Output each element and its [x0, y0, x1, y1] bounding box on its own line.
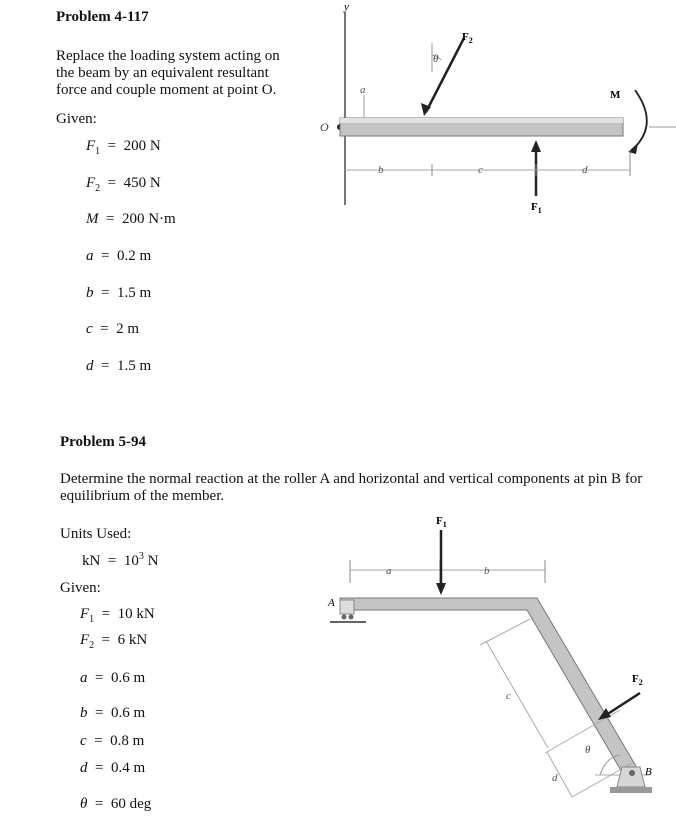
- given-value: 450 N: [123, 175, 161, 191]
- given-label: Given:: [60, 580, 101, 596]
- given-item: [80, 632, 147, 649]
- given-item: [86, 138, 161, 155]
- given-subscript: 2: [89, 640, 95, 651]
- given-equals: =: [98, 211, 122, 227]
- given-item: [80, 705, 145, 722]
- given-symbol: b: [80, 705, 88, 721]
- given-equals: =: [87, 796, 111, 812]
- given-item: [80, 733, 144, 750]
- given-equals: =: [100, 175, 124, 191]
- given-value: 6 kN: [117, 632, 148, 648]
- given-value: 0.4 m: [110, 760, 146, 776]
- force-f2-label: $F_2$: [632, 673, 643, 687]
- given-symbol: c: [86, 321, 93, 337]
- theta-label: θ: [585, 744, 591, 756]
- moment-m-label: M: [610, 89, 621, 101]
- given-value: 2 m: [116, 321, 140, 337]
- given-symbol: c: [80, 733, 87, 749]
- force-f1-label: $F_1$: [436, 515, 447, 529]
- given-equals: =: [93, 248, 117, 264]
- given-symbol: M: [86, 211, 99, 227]
- given-subscript: 1: [95, 146, 101, 157]
- problem-title: Problem 4-117: [56, 9, 149, 25]
- dimension-b-label: b: [484, 565, 490, 577]
- given-value: 0.6 m: [110, 705, 146, 721]
- support-a-label: A: [328, 597, 335, 609]
- given-value: 1.5 m: [116, 358, 152, 374]
- given-item: [86, 358, 151, 375]
- problem-description: Determine the normal reaction at the roller A and horizontal and vertical components at pin B for equilibrium of the member.: [60, 471, 643, 504]
- given-equals: =: [94, 606, 118, 622]
- roller-support-a: [340, 600, 354, 614]
- given-equals: =: [87, 705, 111, 721]
- problem-title: Problem 5-94: [60, 434, 146, 450]
- force-f1-arrowhead: [436, 583, 446, 595]
- given-subscript: 1: [89, 614, 95, 625]
- given-symbol: F: [80, 606, 90, 622]
- dimension-c-line: [486, 641, 548, 748]
- point-o-label: O: [320, 120, 329, 134]
- given-value: 200 N: [123, 138, 161, 154]
- given-symbol: F: [86, 138, 96, 154]
- dimension-c-label: c: [506, 690, 511, 702]
- given-symbol: a: [80, 670, 88, 686]
- given-label: Given:: [56, 111, 97, 127]
- dimension-d-label: d: [552, 772, 558, 784]
- given-item: [80, 760, 145, 777]
- dimension-b-label: b: [378, 164, 384, 176]
- given-value: 0.8 m: [110, 733, 145, 749]
- given-value: 200 N·m: [121, 211, 176, 227]
- problem-description: Replace the loading system acting on the beam by an equivalent resultant force and couple moment at point O.: [56, 48, 280, 98]
- given-symbol: F: [80, 632, 90, 648]
- moment-m-arc: [632, 90, 647, 150]
- given-value: 0.2 m: [116, 248, 152, 264]
- units-label: Units Used:: [60, 526, 132, 542]
- beam-figure: [300, 0, 676, 240]
- given-symbol: θ: [80, 796, 88, 812]
- given-symbol: d: [80, 760, 88, 776]
- given-value: 1.5 m: [116, 285, 152, 301]
- given-equals: =: [93, 358, 117, 374]
- given-item: [86, 248, 151, 265]
- pin-support-b: [617, 767, 645, 787]
- given-item: [86, 175, 161, 192]
- given-item: [80, 796, 151, 813]
- given-item: [86, 211, 176, 228]
- force-f1-label: $F_1$: [531, 201, 542, 215]
- given-item: [80, 606, 155, 623]
- given-item: [86, 321, 139, 338]
- given-item: [80, 670, 145, 687]
- given-symbol: a: [86, 248, 94, 264]
- units-definition: kN = $10^3$ N: [82, 551, 159, 569]
- pin-support-base: [610, 787, 652, 793]
- force-f1-arrowhead: [531, 140, 541, 152]
- force-f2-label: $F_2$: [462, 31, 473, 45]
- given-value: 10 kN: [117, 606, 155, 622]
- given-equals: =: [87, 760, 111, 776]
- given-equals: =: [94, 632, 118, 648]
- bent-member: [340, 598, 640, 779]
- given-value: 0.6 m: [110, 670, 146, 686]
- given-equals: =: [92, 321, 117, 337]
- dimension-d-label: d: [582, 164, 588, 176]
- given-equals: =: [100, 138, 124, 154]
- given-value: 60 deg: [110, 796, 152, 812]
- force-f2-arrow: [606, 693, 640, 715]
- member-figure: [310, 505, 676, 825]
- support-b-label: B: [645, 766, 652, 778]
- dimension-a-label: a: [386, 565, 392, 577]
- dimension-a-label: a: [360, 84, 366, 96]
- given-item: [86, 285, 151, 302]
- y-axis-label: y: [344, 1, 349, 13]
- given-symbol: b: [86, 285, 94, 301]
- given-equals: =: [86, 733, 111, 749]
- given-equals: =: [87, 670, 111, 686]
- given-symbol: F: [86, 175, 96, 191]
- theta-label: θ: [433, 53, 439, 65]
- beam-highlight: [340, 118, 623, 123]
- given-equals: =: [93, 285, 117, 301]
- dimension-d-line: [547, 752, 572, 797]
- dimension-c-label: c: [478, 164, 483, 176]
- given-subscript: 2: [95, 183, 101, 194]
- given-symbol: d: [86, 358, 94, 374]
